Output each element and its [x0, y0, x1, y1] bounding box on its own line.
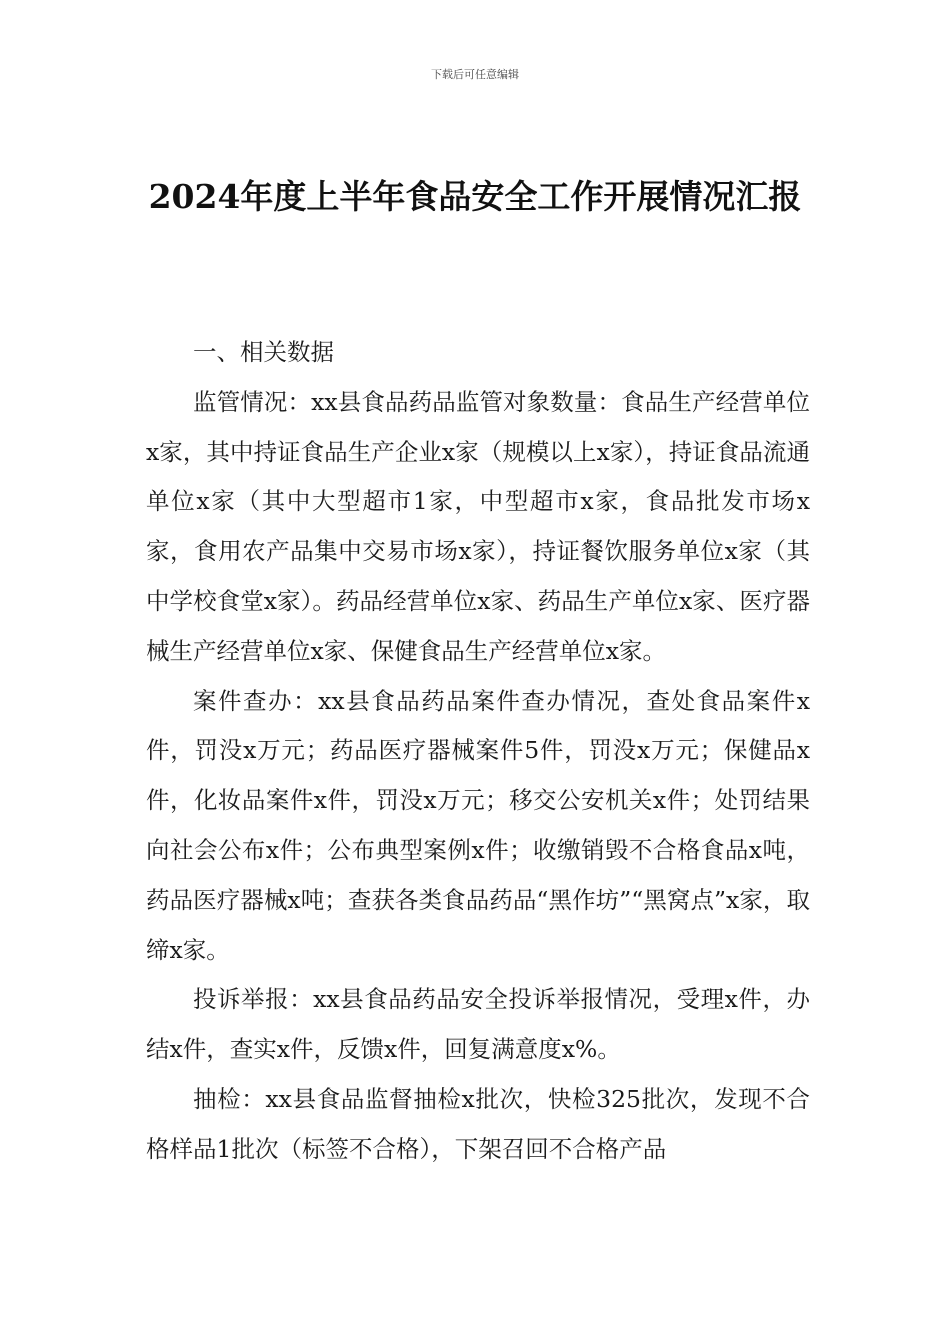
- paragraph-complaints: 投诉举报：xx县食品药品安全投诉举报情况，受理x件，办结x件，查实x件，反馈x件，回复满意度x%。: [146, 985, 810, 1064]
- document-title: 2024年度上半年食品安全工作开展情况汇报: [148, 177, 802, 216]
- section-heading: 一、相关数据: [193, 338, 334, 366]
- document-body: [146, 328, 810, 1175]
- paragraph-cases: 案件查办：xx县食品药品案件查办情况，查处食品案件x件，罚没x万元；药品医疗器械案件5件，罚没x万元；保健品x件，化妆品案件x件，罚没x万元；移交公安机关x件；处罚结果向社会公布x件；公布典型案例x件；收缴销毁不合格食品x吨，药品医疗器械x吨；查获各类食品药品“黑作坊”“黑窝点”x家，取缔x家。: [146, 686, 810, 964]
- paragraph-supervision: 监管情况：xx县食品药品监管对象数量：食品生产经营单位x家，其中持证食品生产企业x家（规模以上x家），持证食品流通单位x家（其中大型超市1家，中型超市x家，食品批发市场x家，食用农产品集中交易市场x家），持证餐饮服务单位x家（其中学校食堂x家）。药品经营单位x家、药品生产单位x家、医疗器械生产经营单位x家、保健食品生产经营单位x家。: [146, 387, 810, 665]
- paragraph-sampling: 抽检：xx县食品监督抽检x批次，快检325批次，发现不合格样品1批次（标签不合格），下架召回不合格产品: [146, 1084, 810, 1163]
- header-note: 下载后可任意编辑: [431, 68, 519, 81]
